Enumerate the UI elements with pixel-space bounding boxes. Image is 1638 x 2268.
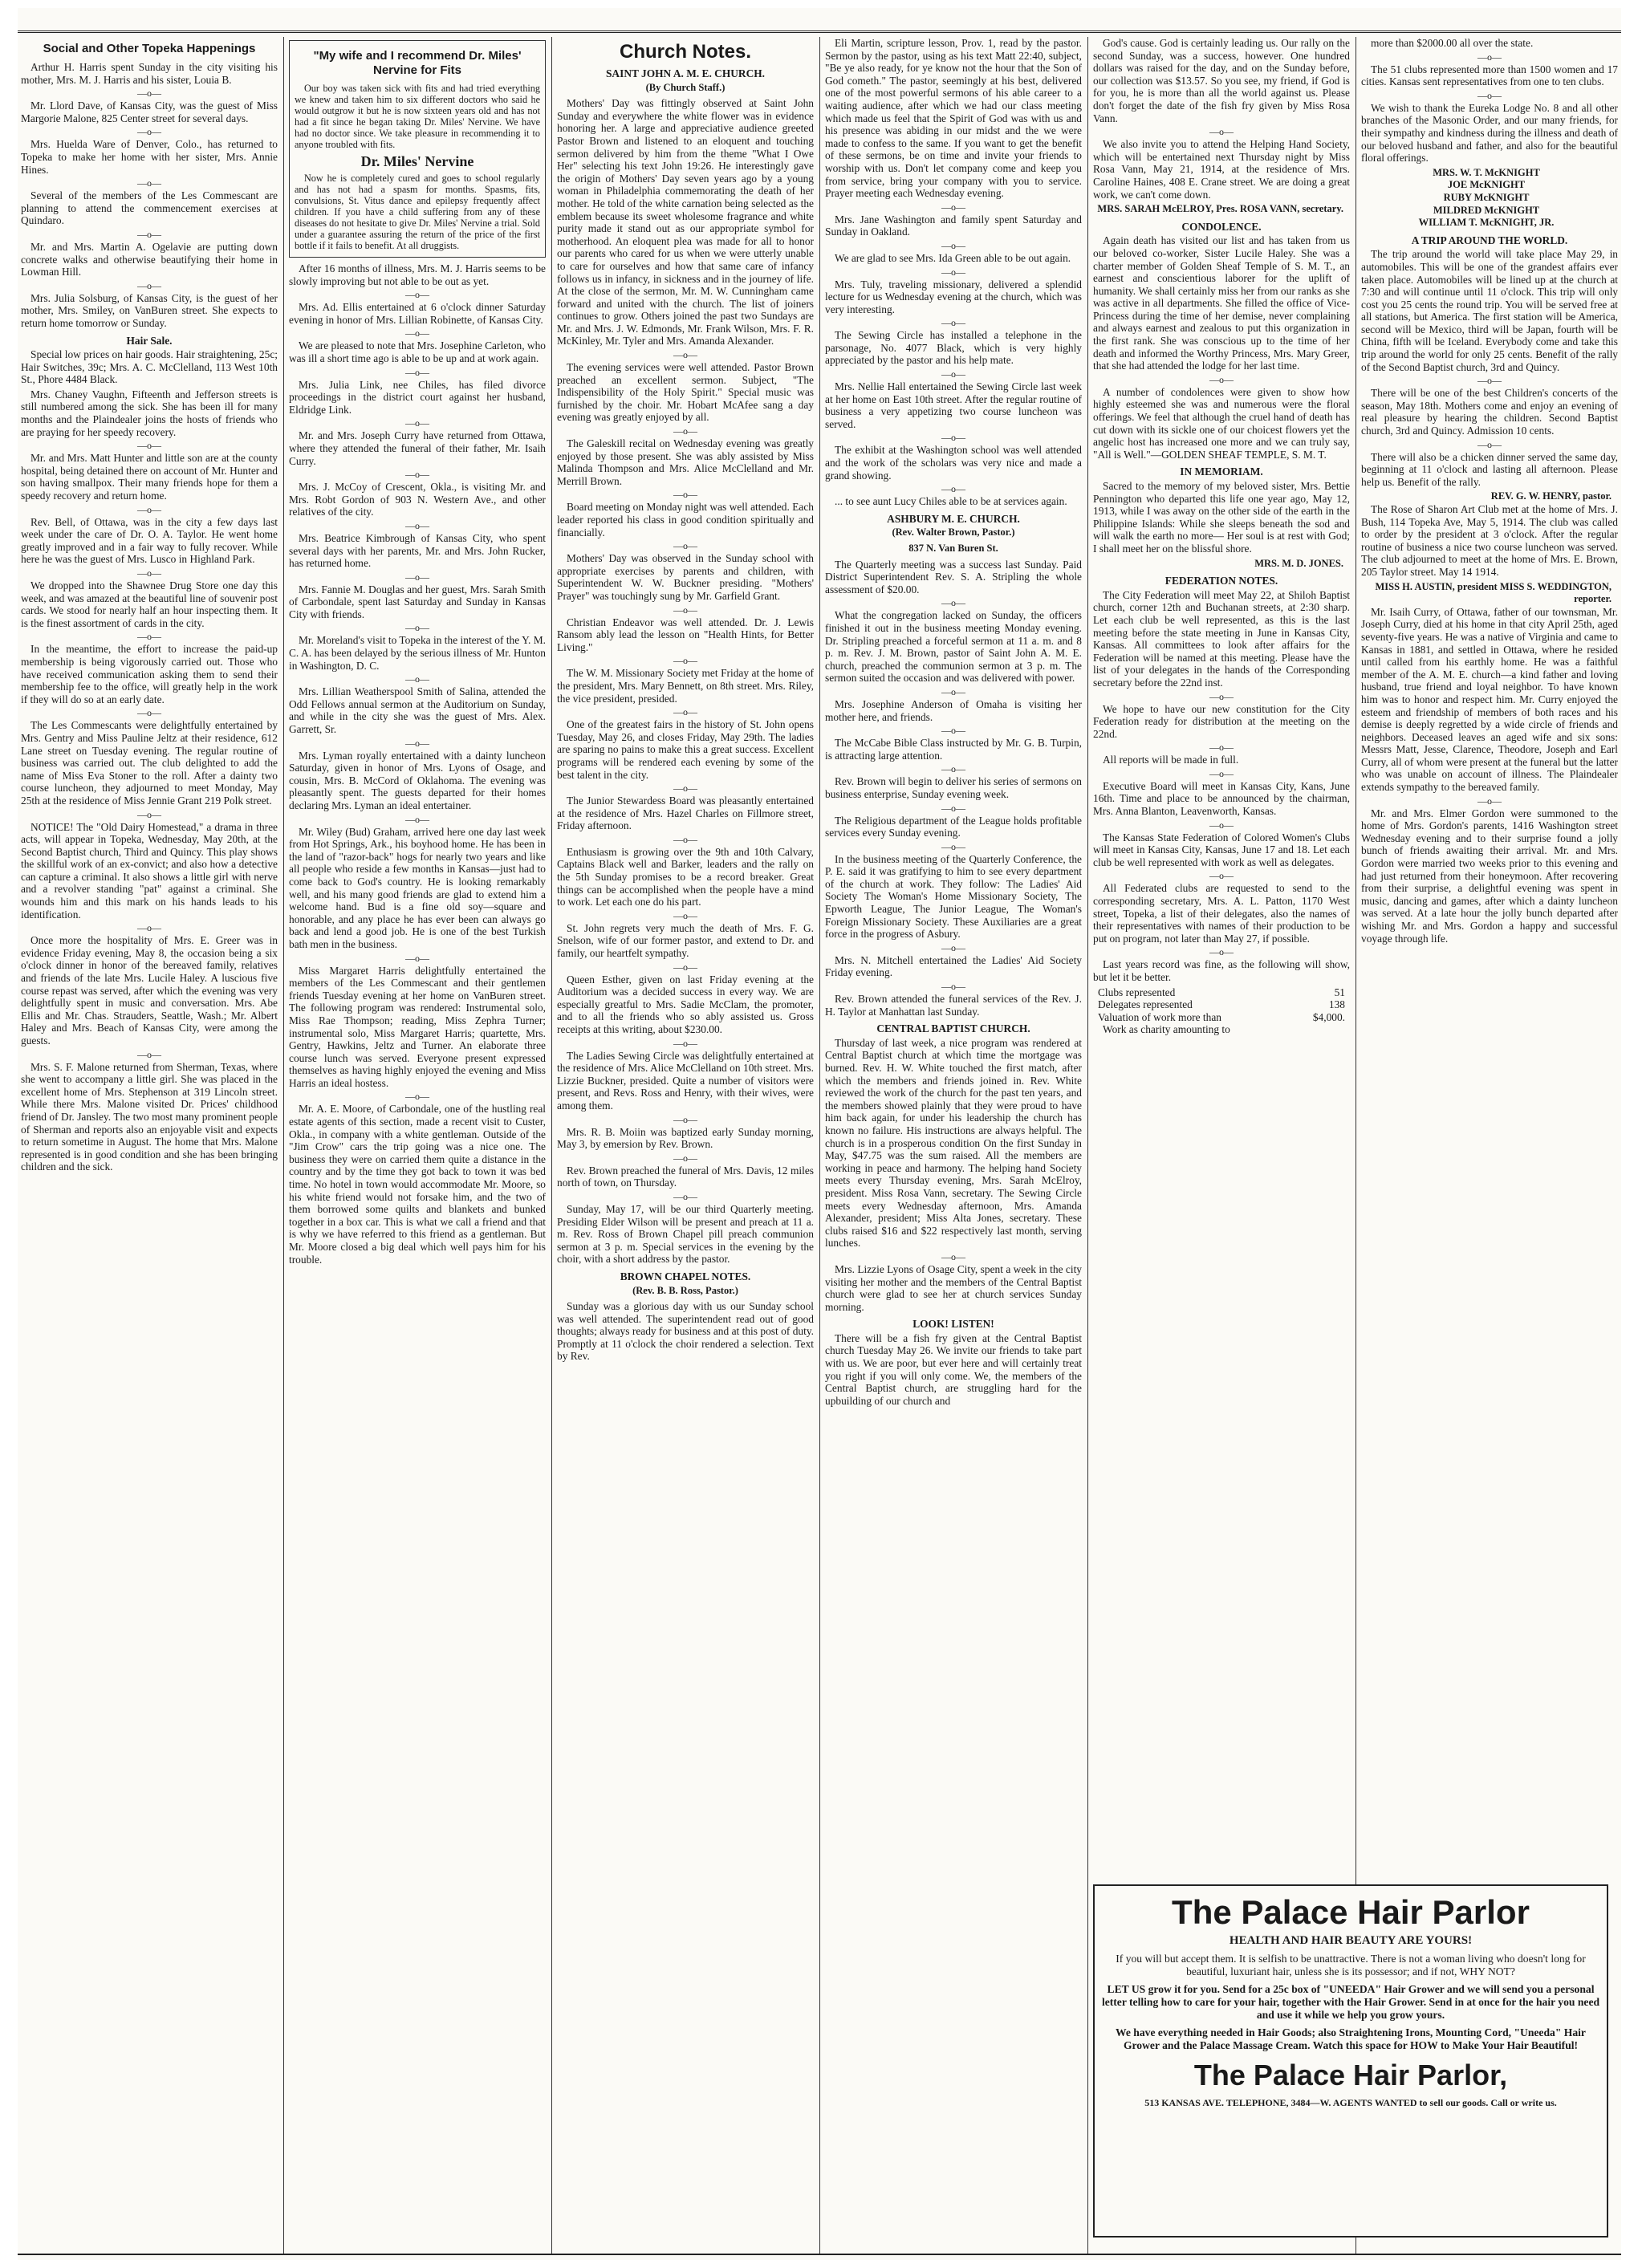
church-item: The Religious department of the League holds profitable services every Sunday evening. [825, 814, 1082, 839]
separator-mark: —o— [673, 349, 697, 361]
news-item: more than $2000.00 all over the state. [1371, 37, 1534, 49]
separator-mark: —o— [673, 1113, 697, 1125]
brown-chapel-byline: (Rev. B. B. Ross, Pastor.) [632, 1284, 738, 1296]
separator-mark: —o— [137, 707, 161, 719]
church-item: The Sewing Circle has installed a telephone in the parsonage, No. 4077 Black, which is very highly appreciated by the pastor and his help mate. [825, 329, 1082, 367]
separator-mark: —o— [673, 782, 697, 795]
federation-heading: FEDERATION NOTES. [1164, 575, 1278, 587]
separator-mark: —o— [137, 126, 161, 138]
news-item: Mrs. Fannie M. Douglas and her guest, Mrs. Sarah Smith of Carbondale, spent last Saturday and Sunday in Kansas City with friends. [289, 583, 546, 620]
news-item: In the meantime, the effort to increase the paid-up membership is being vigorously carried out. Those who have received communication asking them to send their membership fee to the office, will greatly help in the work if they will do so at an early date. [21, 643, 278, 705]
family-name: JOE McKNIGHT [1447, 179, 1526, 191]
column-2-paragraphs [289, 262, 546, 1266]
church-item: Eli Martin, scripture lesson, Prov. 1, read by the pastor. Sermon by the pastor, using as his text Matt 22:40, subject, "Be ye also ready, for ye know not the hour that the Son of God cometh." The pastor, seemingly at his best, delivered one of the most powerful sermons of his able career to a waiting audience, after which we had our class meeting which made us feel that the Spirit of God was with us and his presence was abiding in our midst and the we were made to confess to the same. If you want to get the benefit of these sermons, be on time and invite your friends to worship with us. Don't let company come and keep you from service, bring your company with you to service. Prayer meeting each Wednesday evening. [825, 37, 1082, 200]
look-listen-heading: LOOK! LISTEN! [912, 1318, 994, 1331]
news-item: Mrs. Beatrice Kimbrough of Kansas City, who spent several days with her parents, Mr. and Mrs. John Rucker, has returned home. [289, 531, 546, 570]
separator-mark: —o— [405, 519, 429, 531]
separator-mark: —o— [1477, 438, 1502, 450]
column-6-paragraphs [1361, 37, 1618, 165]
separator-mark: —o— [673, 833, 697, 845]
church-item: Sunday, May 17, will be our third Quarterly meeting. Presiding Elder Wilson will be present and preach at 11 a. m. Rev. Ross of Brown Chapel pill preach communion sermon at 3 p. m. Special services in the evening by the choir, with a short address by the pastor. [557, 1202, 814, 1266]
hair-sale-heading: Hair Sale. [126, 334, 173, 347]
separator-mark: —o— [137, 567, 161, 579]
table-value: 51 [1334, 986, 1345, 998]
church-item: Mrs. Lizzie Lyons of Osage City, spent a week in the city visiting her mother and the members of the Central Baptist church were glad to see her at church services Sunday morning. [825, 1262, 1082, 1313]
column-5-paragraphs [1093, 37, 1350, 201]
separator-mark: —o— [1209, 767, 1234, 779]
column-rule [551, 37, 552, 2255]
trip-item: There will be one of the best Children's concerts of the season, May 18th. Mothers come and enjoy an evening of real pleasure by hearing the children. Second Baptist church, 3rd and Quincy. Admission 10 cents. [1361, 387, 1618, 437]
trip-heading: A TRIP AROUND THE WORLD. [1411, 234, 1568, 246]
social-paragraphs [21, 61, 278, 330]
miles-product-name: Dr. Miles' Nervine [360, 153, 474, 169]
condolence-item: A number of condolences were given to show how highly esteemed she was and numerous were the floral offerings. We feel that although the cruel hand of death has cut down with its sickle one of our choicest flowers yet the angelic host has increased one more and we can truly say, "All is Well."—GOLDEN SHEAF TEMPLE, S. M. T. [1093, 385, 1350, 461]
trip-item: The trip around the world will take place May 29, in automobiles. This will be one of the grandest affairs ever taken place. Automobiles will be lined up at the church at 7:30 and will continue until 11 o'clock. This trip will only cost you 25 cents the round trip. You will be served free at all stations, but America. The first station will be America, second will be Mexico, third will be Japan, fourth will be China, fifth will be Iceland. Everybody come and take this trip around the world for only 25 cents. Benefit of the rally of the Second Baptist church, 3rd and Quincy. [1361, 248, 1618, 373]
church-item: We also invite you to attend the Helping Hand Society, which will be entertained next Thursday night by Miss Rosa Vann, May 21, 1914, at the residence of Mrs. Caroline Haines, 408 E. Crane street. We are doing a great work, we can't come down. [1093, 138, 1350, 201]
separator-mark: —o— [1477, 51, 1502, 63]
column-3 [557, 37, 814, 2255]
trip-item: There will also be a chicken dinner served the same day, beginning at 11 o'clock and lasting all afternoon. Please help us. Benefit of the rally. [1361, 450, 1618, 488]
separator-mark: —o— [1477, 375, 1502, 387]
church-item: Mrs. Nellie Hall entertained the Sewing Circle last week at her home on East 10th street. After the regular routine of business a very appetizing two course luncheon was served. [825, 380, 1082, 430]
separator-mark: —o— [137, 279, 161, 291]
signature-helping-hand: MRS. SARAH McELROY, Pres. ROSA VANN, secretary. [1097, 203, 1343, 215]
palace-hair-parlor-ad [1093, 1884, 1608, 2238]
column-rule [283, 37, 284, 2255]
separator-mark: —o— [405, 952, 429, 964]
church-item: Rev. Brown will begin to deliver his series of sermons on business enterprise, Sunday evening week. [825, 775, 1082, 800]
federation-item: The Kansas State Federation of Colored Women's Clubs will meet in Kansas City, Kansas, June 17 and 18. Let each club be well represented with work as well as delegates. [1093, 831, 1350, 868]
news-item: We dropped into the Shawnee Drug Store one day this week, and was amazed at the beautiful line of souvenir post cards. We stood for nearly half an hour inspecting them. It is the finest assortment of cards in the city. [21, 579, 278, 629]
separator-mark: —o— [941, 840, 965, 852]
news-item: Mrs. Lillian Weatherspool Smith of Salina, attended the Odd Fellows annual sermon at the Auditorium on Sunday, and while in the city she was the guest of Mrs. Alex. Garrett, Sr. [289, 685, 546, 736]
saint-john-paragraphs [557, 97, 814, 1266]
federation-item: Executive Board will meet in Kansas City, Kans, June 16th. Time and place to be announced by the chairman, Mrs. Anna Blanton, Leavenworth, Kansas. [1093, 779, 1350, 818]
central-baptist-paragraphs [825, 1037, 1082, 1313]
separator-mark: —o— [137, 177, 161, 189]
signature-rose-club: MISS H. AUSTIN, president MISS S. WEDDINGTON, reporter. [1375, 580, 1612, 605]
separator-mark: —o— [405, 469, 429, 481]
column-4 [825, 37, 1082, 2255]
church-item: Mrs. Josephine Anderson of Omaha is visiting her mother here, and friends. [825, 697, 1082, 723]
asbury-byline: (Rev. Walter Brown, Pastor.) [892, 526, 1015, 539]
church-item: Mothers' Day was observed in the Sunday school with appropriate exercises by parents and children, with Superintendent W. W. Buckner presiding. "Mothers' Prayer" was touchingly sung by Mr. Garfield Grant. [557, 552, 814, 602]
church-item: Rev. Brown attended the funeral services of the Rev. J. H. Taylor at Manhattan last Sunday. [825, 993, 1082, 1018]
separator-mark: —o— [405, 737, 429, 749]
bottom-rule [18, 2254, 1621, 2255]
church-item: The Ladies Sewing Circle was delightfully entertained at the residence of Mrs. Alice McClelland on 10th street. Mrs. Lizzie Buckner, presided. Quite a number of visitors were present, and Revs. Ross and Henry, with their wives, were among them. [557, 1049, 814, 1112]
news-item: Mr. Moreland's visit to Topeka in the interest of the Y. M. C. A. has been delayed by the serious illness of Mr. Hunton in Washington, D. C. [289, 634, 546, 672]
federation-item: The City Federation will meet May 22, at Shiloh Baptist church, corner 12th and Buchanan streets, at 2:30 sharp. Let each club be well represented, as this is the last meeting before the state meeting in June in Kansas City, Kansas. All committees to look after affairs for the Federation will be named at this meeting. Please have the list of your delegates in the hands of the Corresponding secretary before the 22nd inst. [1093, 588, 1350, 689]
federation-item: All reports will be made in full. [1103, 754, 1239, 766]
news-item: Arthur H. Harris spent Sunday in the city visiting his mother, Mrs. M. J. Harris and his sister, Louia B. [21, 61, 278, 86]
rose-of-sharon-text: The Rose of Sharon Art Club met at the home of Mrs. J. Bush, 114 Topeka Ave, May 5, 1914. The club was called to order by the president at 3 o'clock. After the regular routine of business a nice two course luncheon was served. The club adjourned to meet at the home of Mrs. E. Brown, 205 Taylor street. May 14 1914. [1361, 503, 1618, 578]
news-item: Mr. A. E. Moore, of Carbondale, one of the hustling real estate agents of this section, made a recent visit to Custer, Okla., in company with a white gentleman. Outside of the "Jim Crow" cars the trip going was a nice one. The business they were on carried them quite a distance in the country and by the time they got back to town it was bed time. No hotel in town would accommodate Mr. Moore, so his white friend would not forsake him, and the two of them borrowed some quilts and blankets and bunked together in a box car. This is what we call a friend and that is why we have referred to this friend as a gentleman. But Mr. Moore closed a big deal which well pays him for his trouble. [289, 1103, 546, 1266]
church-item: The Quarterly meeting was a success last Sunday. Paid District Superintendent Rev. S. A. Stripling the whole assessment of $20.00. [825, 558, 1082, 595]
news-item: Rev. Bell, of Ottawa, was in the city a few days last week under the care of Dr. O. A. Taylor. He went home greatly improved and in a fair way to fully recover. While here he was the guest of Mrs. Lusco in Highland Park. [21, 515, 278, 566]
separator-mark: —o— [405, 417, 429, 429]
church-item: We are glad to see Mrs. Ida Green able to be out again. [835, 251, 1071, 264]
news-item: NOTICE! The "Old Dairy Homestead," a drama in three acts, will appear in Topeka, Wednesday, May 20th, at the Second Baptist church, Third and Quincy. This play shows the skillful work of an ex-convict; and also how a detective can capture a criminal. It also shows a little girl with nerve and a revolver standing "pat" against a criminal. She wounds him and this mark on his hands leads to his identification. [21, 820, 278, 921]
condolence-item: Again death has visited our list and has taken from us our beloved co-worker, Sister Lucile Haley. She was a charter member of Golden Sheaf Temple of S. M. T., an earnest and conscientious laborer for the uplift of humanity. We shall certainly miss her from our ranks as she was active in all departments. She filled the office of Vice-Princess during the time of her demise, never complaining and always earnest and zealous to put this organization in the first rank. She was conscious up to the time of her death and informed the Worthy Princess, Mrs. Mary Greer, that she had attended the lodge for her last time. [1093, 234, 1350, 372]
church-item: Mrs. R. B. Moiin was baptized early Sunday morning, May 3, by emersion by Rev. Brown. [557, 1125, 814, 1151]
charity-text: Work as charity amounting to [1103, 1023, 1230, 1036]
church-item: Mothers' Day was fittingly observed at Saint John Sunday and everywhere the white flower was in evidence honoring her. A large and appreciative audience greeted Pastor Brown and listened to an eloquent and touching sermon delivered by him from the theme "What I Owe Her" selecting his text John 19:26. He interestingly gave the origin of Mothers' Day seven years ago by a young woman in Philadelphia commemorating the death of her mother. He told of the white carnation being selected as the emblem because its sweet wholesome fragrance and white purity made it stand out as our appropriate symbol for motherhood. An eloquent plea was made for all to honor our parents who cared for us when we were utterly unable to care for ourselves and how that same care of infancy follows us in infancy, in sickness and in the journey of life. At the close of the sermon, Mr. M. W. Cunningham came forward and united with the church. The list of joiners continues to grow. Others joined the past two Sundays are Mr. and Mrs. J. W. Edmonds, Mr. Frank Wilson, Mrs. F. R. McKinley, Mr. Tyler and Mrs. Amanda Alexander. [557, 97, 814, 348]
separator-mark: —o— [405, 1091, 429, 1103]
ad-body-3: We have everything needed in Hair Goods; also Straightening Irons, Mounting Cord, "Uneeda" Hair Grower and the Palace Massage Cream. Watch this space for HOW to Make Your Hair Beautiful! [1116, 2026, 1586, 2051]
federation-table [1093, 986, 1350, 1024]
separator-mark: —o— [941, 597, 965, 609]
news-item: Mrs. Huelda Ware of Denver, Colo., has returned to Topeka to make her home with her sister, Mrs. Annie Hines. [21, 138, 278, 176]
church-item: Mrs. Tuly, traveling missionary, delivered a splendid lecture for us Wednesday evening at the church, which was very interesting. [825, 278, 1082, 315]
federation-item: We hope to have our new constitution for the City Federation ready for distribution at the meeting on the 22nd. [1093, 702, 1350, 740]
separator-mark: —o— [673, 425, 697, 437]
church-item: Mrs. N. Mitchell entertained the Ladies' Aid Society Friday evening. [825, 953, 1082, 979]
church-item: Queen Esther, given on last Friday evening at the Auditorium was a decided success in every way. We are especially greatful to Mrs. Sadie McClam, the promoter, and to all the friends who so ably assisted us. Gross receipts at this writing, about $230.00. [557, 973, 814, 1035]
news-item: Mrs. Lyman royally entertained with a dainty luncheon Saturday, given in honor of Mrs. Lyons of Osage, and cousin, Mrs. B. McCord of Oklahoma. The evening was pleasantly spent. The guests departed for their homes declaring Mrs. Lyman an ideal entertainer. [289, 749, 546, 811]
condolence-heading: CONDOLENCE. [1181, 220, 1262, 233]
ad-body-2: LET US grow it for you. Send for a 25c box of "UNEEDA" Hair Grower and we will send you a personal letter telling how to care for your hair, together with the Hair Grower. Send in at once for the hair you need and use it while we help you grow yours. [1101, 1983, 1600, 2021]
news-item: We are pleased to note that Mrs. Josephine Carleton, who was ill a short time ago is able to be up and at work again. [289, 339, 546, 364]
separator-mark: —o— [405, 673, 429, 685]
federation-item: All Federated clubs are requested to send to the corresponding secretary, Mrs. A. L. Patton, 1170 West street, Topeka, a list of their delegates, also the names of their representatives with names of their production to be put on program, not later than May 27, if possible. [1093, 882, 1350, 945]
social-paragraphs-2 [21, 388, 278, 1173]
news-item: Miss Margaret Harris delightfully entertained the members of the Les Commescant and their gentlemen friends Tuesday evening at her home on VanBuren street. The following program was rendered: Instrumental solo, Miss Rae Thompson; reading, Miss Zephra Turner; instrumental solo, Miss Margaret Harris; quartette, Mrs. Gentry, Hawkins, Jeltz and Turner. An elaborate three course lunch was served. Everyone present expressed themselves as having highly enjoyed the evening and Miss Harris an ideal hostess. [289, 964, 546, 1089]
separator-mark: —o— [1209, 126, 1234, 138]
separator-mark: —o— [673, 604, 697, 616]
church-item: In the business meeting of the Quarterly Conference, the P. E. said it was gratifying to him to see every department of the church at work. They follow: The Ladies' Aid Society The Woman's Home Missionary Society, The Epworth League, The Junior League, The Woman's Foreign Missionary Society. These Auxiliaries are a great force in the progress of Asbury. [825, 852, 1082, 941]
column-rule [1087, 37, 1088, 2255]
ad-footer: 513 KANSAS AVE. TELEPHONE, 3484—W. AGENTS WANTED to sell our goods. Call or write us. [1144, 2097, 1557, 2108]
separator-mark: —o— [1209, 373, 1234, 385]
top-rule [18, 30, 1621, 33]
ad-subtitle: HEALTH AND HAIR BEAUTY ARE YOURS! [1229, 1934, 1473, 1947]
separator-mark: —o— [1209, 819, 1234, 831]
separator-mark: —o— [941, 763, 965, 775]
table-row [1093, 1011, 1350, 1024]
family-name: RUBY McKNIGHT [1443, 191, 1530, 203]
news-item: Mr. Wiley (Bud) Graham, arrived here one day last week from Hot Springs, Ark., his boyhood home. He has been in the land of "razor-back" hogs for nearly two years and like all people who reside a few months in Kansas—just had to come back to God's country. He is looking remarkably well, and his many good friends are glad to extend him a welcome hand. Bud is a fine old soy—square and honorable, and any place he has ever been can always go back and lend a good job. He is one of the best Turkish bath men in the business. [289, 825, 546, 950]
dr-miles-ad [289, 40, 546, 258]
news-item: Mr. and Mrs. Matt Hunter and little son are at the county hospital, being detained there on account of Mr. Hunter and son having smallpox. Their many friends hope for them a speedy recovery and return home. [21, 452, 278, 502]
central-baptist-heading: CENTRAL BAPTIST CHURCH. [876, 1022, 1030, 1035]
church-item: Rev. Brown preached the funeral of Mrs. Davis, 12 miles north of town, on Thursday. [557, 1164, 814, 1189]
table-label: Valuation of work more than [1098, 1010, 1221, 1023]
hair-sale-text: Special low prices on hair goods. Hair straightening, 25c; Hair Switches, 39c; Mrs. A. C. McClelland, 113 West 10th St., Phore 4484 Black. [21, 348, 278, 386]
separator-mark: —o— [1477, 795, 1502, 807]
table-label: Clubs represented [1098, 986, 1176, 998]
news-item: Once more the hospitality of Mrs. E. Greer was in evidence Friday evening, May 8, the occasion being a six o'clock dinner in honor of the bereaved family, relatives and friends of the late Mrs. Lucile Haley. A luscious five course repast was served, after which the evening was very delightfully spent in music and conversation. Mrs. Abe Ellis and Mr. Chas. Strauders, Seattle, Wash.; Mr. Albert Haley and Mrs. Beach of Kansas City, were among the guests. [21, 934, 278, 1047]
separator-mark: —o— [405, 327, 429, 339]
miles-ad-text: Now he is completely cured and goes to school regularly and has not had a spasm for months. Spasms, fits, convulsions, St. Vitus dance and epilepsy frequently affect children. If you have a child suffering from any of these diseases do not hesitate to give Dr. Miles' Nervine a trial. Sold under a guarantee assuring the return of the price of the first bottle if it fails to benefit. At all druggists. [295, 173, 540, 251]
look-listen-text: There will be a fish fry given at the Central Baptist church Tuesday May 26. We invite our friends to take part with us. We are poor, but ever here and will certainly treat you right if you will only come. We, the members of the Central Baptist church, are struggling hard for the upbuilding of our church and [825, 1331, 1082, 1407]
separator-mark: —o— [405, 622, 429, 634]
separator-mark: —o— [673, 655, 697, 667]
church-item: St. John regrets very much the death of Mrs. F. G. Snelson, wife of our former pastor, and extend to Dr. and family, our heartfelt sympathy. [557, 921, 814, 960]
separator-mark: —o— [137, 228, 161, 240]
separator-mark: —o— [137, 440, 161, 452]
miles-testimonial: Our boy was taken sick with fits and had tried everything we knew and taken him to six different doctors who said he would outgrow it but he is now sixteen years old and has not had a fit since he began taking Dr. Miles' Nervine. We have had no doctor since. We take pleasure in recommending it to anyone troubled with fits. [295, 83, 540, 150]
church-item: ... to see aunt Lucy Chiles able to be at services again. [835, 495, 1067, 508]
news-item: Mr. and Mrs. Martin A. Ogelavie are putting down concrete walks and otherwise beautifying their home in Lowman Hill. [21, 240, 278, 278]
news-item: We wish to thank the Eureka Lodge No. 8 and all other branches of the Masonic Order, and our many friends, for their sympathy and kindness during the illness and death of our beloved husband and father, and also for the beautiful floral offerings. [1361, 101, 1618, 165]
asbury-address: 837 N. Van Buren St. [908, 543, 998, 554]
news-item: The Les Commescants were delightfully entertained by Mrs. Gentry and Miss Pauline Jeltz at their residence, 612 Lane street on Tuesday evening. The regular routine of business was carried out. The club delighted to add the name of Miss Eva Stoner to the roll. After a dainty two course luncheon, they adjourned to meet Monday, May 25th at the residence of Miss Jennie Grant 219 Polk street. [21, 719, 278, 807]
separator-mark: —o— [405, 813, 429, 825]
church-item: What the congregation lacked on Sunday, the officers finished it out in the business meeting Monday evening. Dr. Stripling preached a forceful sermon at 11 a. m. and 8 p. m. Rev. J. M. Brown, pastor of Saint John A. M. E. church, preached the communion sermon at 3 p. m. The sermon suited the occasion and was delivered with power. [825, 609, 1082, 685]
separator-mark: —o— [941, 266, 965, 278]
separator-mark: —o— [673, 489, 697, 501]
church-item: Enthusiasm is growing over the 9th and 10th Calvary, Captains Black well and Barker, leaders and the rally on the 5th Sunday promises to be a record breaker. Great things can be accomplished when the people have a mind to work. Let each one do his part. [557, 845, 814, 908]
signature-pastor: REV. G. W. HENRY, pastor. [1490, 490, 1612, 502]
church-item: The Junior Stewardess Board was pleasantly entertained at the residence of Mrs. Hazel Charles on Fillmore street, Friday afternoon. [557, 795, 814, 832]
church-item: Thursday of last week, a nice program was rendered at Central Baptist church at which time the mortgage was burned. Rev. H. W. White touched the first match, after which the members and friends joined in. Rev. White reviewed the work of the church for the past ten years, and the members showed plainly that they were proud to have him back again, for under his leadership the church has known no failure. His instructions are always helpful. The church is in a prosperous condition On the first Sunday in May, $47.75 was the sum raised. All the members are working in peace and harmony. The helping hand Society meets every Thursday evening, Mrs. Sarah McElroy, president. Miss Rosa Vann, secretary. The Sewing Circle meets every Wednesday afternoon, Mrs. Amanda Alexander, president; Miss Alta Jones, secretary. These clubs raised $16 and $22 respectively last month, serving lunches. [825, 1036, 1082, 1250]
church-item: Mrs. Jane Washington and family spent Saturday and Sunday in Oakland. [825, 213, 1082, 238]
family-names [1361, 167, 1618, 230]
church-item: The evening services were well attended. Pastor Brown preached an excellent sermon. Subject, "The Indispensibility of the Holy Spirit." Special music was furnished by the choir. Mr. Hobart McAfee sang a day evening was greatly enjoyed by all. [557, 361, 814, 424]
miles-heading: "My wife and I recommend Dr. Miles' Nervine for Fits [313, 49, 522, 77]
federation-paragraphs [1093, 589, 1350, 984]
separator-mark: —o— [405, 289, 429, 301]
news-item: Mrs. Ad. Ellis entertained at 6 o'clock dinner Saturday evening in honor of Mrs. Lillian Robinette, of Kansas City. [289, 301, 546, 326]
church-item: The W. M. Missionary Society met Friday at the home of the president, Mrs. Mary Bennett, on 8th street. Mrs. Riley, the vice president, presided. [557, 667, 814, 705]
ad-title-2: The Palace Hair Parlor, [1193, 2059, 1508, 2091]
separator-mark: —o— [941, 685, 965, 697]
separator-mark: —o— [1209, 690, 1234, 702]
ad-body-1: If you will but accept them. It is selfish to be unattractive. There is not a woman living who doesn't long for beautiful, luxuriant hair, unless she is its possessor; and if not, WHY NOT? [1116, 1953, 1586, 1977]
separator-mark: —o— [1209, 946, 1234, 958]
table-row [1093, 986, 1350, 999]
separator-mark: —o— [1209, 870, 1234, 882]
table-label: Delegates represented [1098, 998, 1193, 1011]
separator-mark: —o— [137, 808, 161, 820]
church-item: The Galeskill recital on Wednesday evening was greatly enjoyed by those present. She was ably assisted by Miss Malinda Thompson and Mrs. Alice McClelland and Mr. Merrill Brown. [557, 437, 814, 487]
federation-item: Last years record was fine, as the following will show, but let it be better. [1093, 958, 1350, 983]
church-item: One of the greatest fairs in the history of St. John opens Tuesday, May 26, and closes Friday, May 29th. The ladies are sparing no pains to make this a great success. Excellent programs will be rendered each evening by some of the best talent in the city. [557, 718, 814, 781]
separator-mark: —o— [137, 631, 161, 643]
separator-mark: —o— [941, 368, 965, 380]
news-item: Mrs. Julia Link, nee Chiles, has filed divorce proceedings in the district court against her husband, Eldridge Link. [289, 378, 546, 416]
table-value: 138 [1328, 998, 1345, 1011]
table-row [1093, 998, 1350, 1011]
church-item: God's cause. God is certainly leading us. Our rally on the second Sunday, was a success, however. One hundred dollars was raised for the day, and on the Sunday before, our collection was $13.57. So you see, my friend, if God is for you, he is more than all the world against us. Please don't forget the date of the fish fry given by Miss Rosa Vann. [1093, 37, 1350, 124]
separator-mark: —o— [137, 87, 161, 100]
news-item: Several of the members of the Les Commescant are planning to attend the commencement exercises at Quindaro. [21, 189, 278, 227]
condolence-paragraphs [1093, 234, 1350, 461]
separator-mark: —o— [941, 1250, 965, 1262]
separator-mark: —o— [941, 483, 965, 495]
social-heading: Social and Other Topeka Happenings [43, 42, 256, 55]
saint-john-byline: (By Church Staff.) [645, 81, 726, 93]
separator-mark: —o— [941, 802, 965, 814]
church-item: Board meeting on Monday night was well attended. Each leader reported his class in good condition spiritually and financially. [557, 501, 814, 539]
separator-mark: —o— [405, 366, 429, 378]
column-6-paragraphs-2 [1361, 606, 1618, 945]
separator-mark: —o— [673, 1190, 697, 1202]
separator-mark: —o— [673, 961, 697, 973]
church-item: The McCabe Bible Class instructed by Mr. G. B. Turpin, is attracting large attention. [825, 737, 1082, 762]
separator-mark: —o— [941, 201, 965, 213]
separator-mark: —o— [1477, 89, 1502, 101]
memoriam-text: Sacred to the memory of my beloved sister, Mrs. Bettie Pennington who departed this life one year ago, May 12, 1913, while I was away on the other side of the earth in the Philippine Islands: While she sleeps beneath the sod and will walk the earth no more— Her soul is at rest with God; I shall meet her on the blissful shore. [1093, 480, 1350, 555]
separator-mark: —o— [673, 1152, 697, 1164]
news-item: Mr. Isaih Curry, of Ottawa, father of our townsman, Mr. Joseph Curry, died at his home in that city April 25th, aged seventy-five years. He was a native of Virginia and came to Kansas in 1881, and settled in Ottawa, where he resided until called from his earthly home. He was a faithful member of the A. M. E. church—a kind father and loving husband, true friend and loyal neighbor. To have known him was to honor and respect him. Mr. Curry enjoyed the esteem and friendship of members of both races and his demise is deeply regretted by a wide circle of friends and neighbors. Deceased leaves an aged wife and six sons: Messrs Matt, Jesse, Clarence, Theodore, Joseph and Earl Curry, all of whom were present at the funeral but the latter who was unable on account of illness. The Plaindealer extends sympathy to the bereaved family. [1361, 605, 1618, 794]
column-4-paragraphs [825, 37, 1082, 508]
brown-chapel-heading: BROWN CHAPEL NOTES. [620, 1270, 751, 1282]
separator-mark: —o— [1209, 742, 1234, 754]
news-item: The 51 clubs represented more than 1500 women and 17 cities. Kansas sent representatives from one to ten clubs. [1361, 63, 1618, 88]
ad-title: The Palace Hair Parlor [1172, 1893, 1530, 1931]
news-item: Mr. Llord Dave, of Kansas City, was the guest of Miss Margorie Malone, 825 Center street for several days. [21, 100, 278, 124]
separator-mark: —o— [673, 540, 697, 552]
column-2 [289, 37, 546, 2255]
column-1 [21, 37, 278, 2255]
separator-mark: —o— [405, 571, 429, 583]
church-item: Christian Endeavor was well attended. Dr. J. Lewis Ransom ably lead the lesson on "Health Hints, for Better Living." [557, 616, 814, 653]
separator-mark: —o— [941, 941, 965, 953]
news-item: Mr. and Mrs. Joseph Curry have returned from Ottawa, where they attended the funeral of their father, Mr. Isaih Curry. [289, 429, 546, 467]
asbury-paragraphs [825, 559, 1082, 1018]
separator-mark: —o— [137, 922, 161, 934]
family-name: WILLIAM T. McKNIGHT, JR. [1418, 217, 1555, 229]
saint-john-heading: SAINT JOHN A. M. E. CHURCH. [605, 67, 766, 79]
news-item: After 16 months of illness, Mrs. M. J. Harris seems to be slowly improving but not able to be out as yet. [289, 262, 546, 287]
news-item: Mrs. Julia Solsburg, of Kansas City, is the guest of her mother, Mrs. Smiley, on VanBuren street. She expects to return home tomorrow or Sunday. [21, 291, 278, 329]
family-name: MILDRED McKNIGHT [1433, 204, 1540, 216]
brown-chapel-text: Sunday was a glorious day with us our Sunday school was well attended. The superintendent read out of good thoughts; always ready for business and at this post of duty. Promptly at 11 o'clock the choir rendered a selection. Text by Rev. [557, 1300, 814, 1363]
column-rule [819, 37, 820, 2255]
separator-mark: —o— [673, 706, 697, 718]
signature-memoriam: MRS. M. D. JONES. [1254, 557, 1343, 569]
news-item: Mrs. Chaney Vaughn, Fifteenth and Jefferson streets is still numbered among the sick. She has been ill for many months and the Plaindealer joins the hosts of friends who are praying for her speedy recovery. [21, 388, 278, 438]
table-value: $4,000. [1312, 1010, 1345, 1023]
church-notes-heading: Church Notes. [619, 41, 751, 63]
memoriam-heading: IN MEMORIAM. [1180, 465, 1263, 478]
news-item: Mr. and Mrs. Elmer Gordon were summoned to the home of Mrs. Gordon's parents, 1416 Washington street Wednesday evening and to their surprise found a jolly bunch of friends awaiting their arrival. Mr. and Mrs. Gordon were married two weeks prior to this evening and had just returned from their honeymoon. After recovering from their surprise, a delightful evening was spent in music, dancing and games, after which a dainty luncheon was served. At a late hour the jolly bunch departed after wishing Mr. and Mrs. Gordon a happy and successful voyage through life. [1361, 807, 1618, 945]
trip-paragraphs [1361, 248, 1618, 488]
asbury-heading: ASHBURY M. E. CHURCH. [887, 512, 1020, 525]
separator-mark: —o— [137, 503, 161, 515]
separator-mark: —o— [941, 432, 965, 444]
separator-mark: —o— [941, 239, 965, 251]
news-item: Mrs. J. McCoy of Crescent, Okla., is visiting Mr. and Mrs. Robt Gordon of 903 N. Western Ave., and other relatives of the city. [289, 481, 546, 518]
separator-mark: —o— [941, 317, 965, 329]
separator-mark: —o— [673, 1037, 697, 1049]
separator-mark: —o— [673, 909, 697, 921]
newspaper-page [18, 8, 1621, 2260]
news-item: Mrs. S. F. Malone returned from Sherman, Texas, where she went to accompany a little girl. She was placed in the excellent home of Mrs. Stephenson at 319 Lincoln street. While there Mrs. Malone visited Dr. Prices' childhood friend of Dr. Jansley. The two most many prominent people of Sherman and reports also an enjoyable visit and expects to return sometime in August. The home that Mrs. Malone represented is in good condition and she has been bringing children and the sick. [21, 1060, 278, 1173]
separator-mark: —o— [941, 981, 965, 993]
church-item: The exhibit at the Washington school was well attended and the work of the scholars was very nice and made a grand showing. [825, 444, 1082, 482]
family-name: MRS. W. T. McKNIGHT [1433, 166, 1540, 178]
separator-mark: —o— [137, 1048, 161, 1060]
separator-mark: —o— [941, 725, 965, 737]
